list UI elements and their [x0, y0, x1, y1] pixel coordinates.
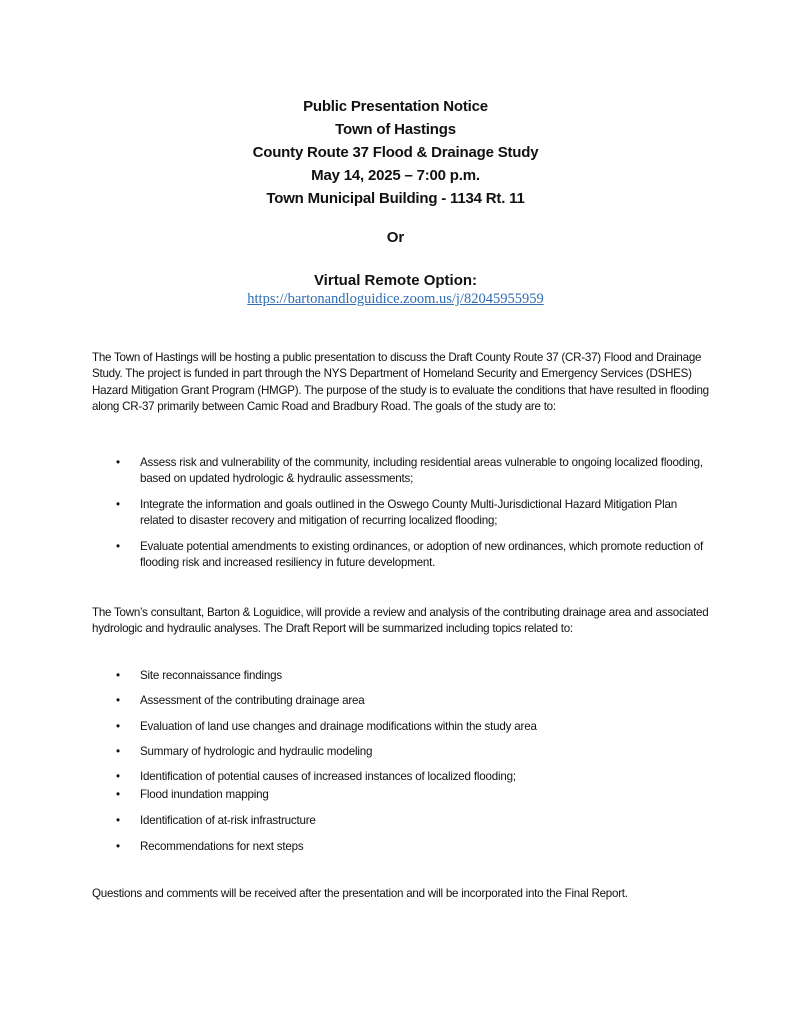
closing-paragraph: Questions and comments will be received after the presentation and will be incorporated into the Final Report.: [92, 887, 628, 900]
topic-text: Recommendations for next steps: [140, 840, 304, 853]
topic-item: [116, 769, 710, 785]
virtual-option-label: Virtual Remote Option:: [313, 272, 478, 289]
virtual-link-container: [0, 291, 791, 308]
bullet-icon: •: [116, 814, 120, 827]
goal-text: Integrate the information and goals outlined in the Oswego County Multi-Jurisdictional Hazard Mitigation Plan related to disaster recovery and mitigation of recurring localized flooding;: [140, 498, 677, 528]
goal-item: [116, 455, 710, 488]
goal-text: Evaluate potential amendments to existing ordinances, or adoption of new ordinances, which promote reduction of flooding risk and increased resiliency in future development.: [140, 540, 703, 570]
bullet-icon: •: [116, 540, 120, 553]
topic-text: Flood inundation mapping: [140, 788, 269, 801]
town-name: Town of Hastings: [335, 121, 456, 138]
meeting-datetime: May 14, 2025 – 7:00 p.m.: [311, 167, 480, 184]
topic-text: Site reconnaissance findings: [140, 669, 282, 682]
bullet-icon: •: [116, 788, 120, 801]
bullet-icon: •: [116, 694, 120, 707]
topic-item: [116, 813, 710, 829]
notice-title-block: [0, 95, 791, 210]
bullet-icon: •: [116, 745, 120, 758]
topic-item: [116, 744, 710, 760]
topic-text: Evaluation of land use changes and drainage modifications within the study area: [140, 720, 537, 733]
meeting-location: Town Municipal Building - 1134 Rt. 11: [266, 190, 525, 207]
consultant-paragraph: The Town’s consultant, Barton & Loguidice, will provide a review and analysis of the contributing drainage area and associated hydrologic and hydraulic analyses. The Draft Report will be summarized including topics related to:: [92, 606, 709, 636]
goal-item: [116, 539, 710, 572]
bullet-icon: •: [116, 498, 120, 511]
topic-item: [116, 719, 710, 735]
topic-text: Summary of hydrologic and hydraulic modeling: [140, 745, 373, 758]
bullet-icon: •: [116, 720, 120, 733]
or-separator: Or: [386, 229, 405, 246]
bullet-icon: •: [116, 840, 120, 853]
goal-item: [116, 497, 710, 530]
topic-item: [116, 668, 710, 684]
topic-text: Assessment of the contributing drainage area: [140, 694, 365, 707]
topic-item: [116, 787, 710, 803]
bullet-icon: •: [116, 770, 120, 783]
intro-paragraph: The Town of Hastings will be hosting a public presentation to discuss the Draft County Route 37 (CR-37) Flood and Drainage Study. The project is funded in part through the NYS Department of Homeland Security and Emergency Services (DSHES) Hazard Mitigation Grant Program (HMGP). The purpose of the study is to evaluate the conditions that have resulted in flooding along CR-37 primarily between Camic Road and Bradbury Road. The goals of the study are to:: [92, 351, 709, 414]
bullet-icon: •: [116, 669, 120, 682]
topic-item: [116, 693, 710, 709]
study-name: County Route 37 Flood & Drainage Study: [252, 144, 539, 161]
goal-text: Assess risk and vulnerability of the community, including residential areas vulnerable to ongoing localized flooding, based on updated hydrologic & hydraulic assessments;: [140, 456, 703, 486]
bullet-icon: •: [116, 456, 120, 469]
notice-title: Public Presentation Notice: [303, 98, 488, 115]
topic-item: [116, 839, 710, 855]
topic-text: Identification of at-risk infrastructure: [140, 814, 316, 827]
topic-text: Identification of potential causes of increased instances of localized flooding;: [140, 770, 516, 783]
zoom-meeting-link[interactable]: https://bartonandloguidice.zoom.us/j/82045955959: [247, 291, 544, 307]
